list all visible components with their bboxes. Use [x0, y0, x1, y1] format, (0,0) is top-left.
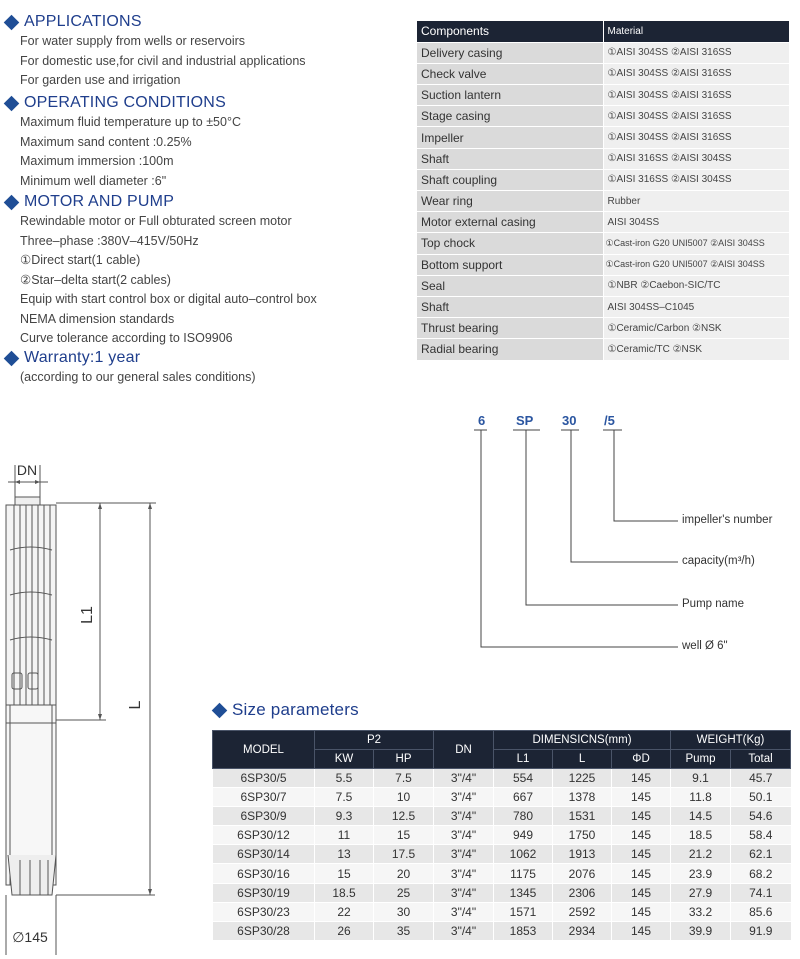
- components-header: Components: [417, 21, 603, 42]
- model-header: MODEL: [213, 731, 315, 769]
- dn-header: DN: [434, 731, 494, 769]
- model-cell: 6SP30/16: [213, 864, 315, 883]
- table-row: [213, 826, 791, 845]
- phi-d-header: ΦD: [612, 750, 671, 769]
- value-cell: 1853: [494, 921, 553, 940]
- component-name: Suction lantern: [417, 85, 603, 106]
- model-cell: 6SP30/9: [213, 807, 315, 826]
- diamond-bullet-icon: [4, 194, 20, 210]
- p2-header: P2: [315, 731, 434, 750]
- diamond-bullet-icon: [4, 14, 20, 30]
- component-material: AISI 304SS–C1045: [603, 296, 789, 317]
- value-cell: 3"/4": [434, 921, 494, 940]
- table-row: [417, 212, 789, 233]
- value-cell: 62.1: [731, 845, 791, 864]
- components-table: [417, 21, 789, 361]
- motor-line: NEMA dimension standards: [20, 311, 175, 326]
- dn-label: DN: [16, 462, 38, 478]
- operating-line: Maximum immersion :100m: [20, 154, 174, 168]
- diameter-label: ∅145: [12, 929, 48, 945]
- value-cell: 50.1: [731, 788, 791, 807]
- component-material: ①AISI 316SS ②AISI 304SS: [603, 169, 789, 190]
- value-cell: 145: [612, 845, 671, 864]
- component-name: Seal: [417, 275, 603, 296]
- value-cell: 3"/4": [434, 883, 494, 902]
- value-cell: 1062: [494, 845, 553, 864]
- value-cell: 667: [494, 788, 553, 807]
- value-cell: 12.5: [374, 807, 434, 826]
- value-cell: 9.3: [315, 807, 374, 826]
- value-cell: 554: [494, 769, 553, 788]
- applications-line: For garden use and irrigation: [20, 73, 181, 87]
- model-cell: 6SP30/7: [213, 788, 315, 807]
- component-material: Rubber: [603, 191, 789, 212]
- component-material: ①Ceramic/TC ②NSK: [603, 339, 789, 360]
- value-cell: 145: [612, 769, 671, 788]
- component-material: ①AISI 304SS ②AISI 316SS: [603, 85, 789, 106]
- component-material: ①NBR ②Caebon-SIC/TC: [603, 275, 789, 296]
- well-diameter-label: well Ø 6": [682, 640, 728, 652]
- motor-line: Three–phase :380V–415V/50Hz: [20, 233, 199, 248]
- component-name: Stage casing: [417, 106, 603, 127]
- value-cell: 11.8: [671, 788, 731, 807]
- value-cell: 3"/4": [434, 902, 494, 921]
- operating-title: OPERATING CONDITIONS: [24, 94, 226, 111]
- value-cell: 145: [612, 864, 671, 883]
- component-material: ①Ceramic/Carbon ②NSK: [603, 318, 789, 339]
- value-cell: 30: [374, 902, 434, 921]
- component-name: Shaft coupling: [417, 169, 603, 190]
- value-cell: 18.5: [315, 883, 374, 902]
- value-cell: 3"/4": [434, 807, 494, 826]
- applications-section: [4, 12, 306, 91]
- component-material: ①Cast-iron G20 UNI5007 ②AISI 304SS: [603, 254, 789, 275]
- value-cell: 9.1: [671, 769, 731, 788]
- value-cell: 7.5: [374, 769, 434, 788]
- component-name: Shaft: [417, 296, 603, 317]
- value-cell: 2592: [553, 902, 612, 921]
- value-cell: 15: [315, 864, 374, 883]
- value-cell: 145: [612, 826, 671, 845]
- value-cell: 145: [612, 788, 671, 807]
- table-row: [417, 254, 789, 275]
- component-name: Wear ring: [417, 191, 603, 212]
- table-row: [213, 769, 791, 788]
- value-cell: 145: [612, 883, 671, 902]
- value-cell: 145: [612, 902, 671, 921]
- component-material: ①AISI 304SS ②AISI 316SS: [603, 42, 789, 63]
- value-cell: 3"/4": [434, 826, 494, 845]
- applications-line: For domestic use,for civil and industrial applications: [20, 53, 306, 68]
- component-material: ①Cast-iron G20 UNI5007 ②AISI 304SS: [603, 233, 789, 254]
- motor-line: Rewindable motor or Full obturated screen motor: [20, 214, 292, 228]
- value-cell: 5.5: [315, 769, 374, 788]
- component-name: Radial bearing: [417, 339, 603, 360]
- hp-header: HP: [374, 750, 434, 769]
- component-name: Motor external casing: [417, 212, 603, 233]
- value-cell: 20: [374, 864, 434, 883]
- component-name: Thrust bearing: [417, 318, 603, 339]
- applications-title: APPLICATIONS: [24, 13, 142, 30]
- value-cell: 1225: [553, 769, 612, 788]
- value-cell: 39.9: [671, 921, 731, 940]
- table-row: [417, 42, 789, 63]
- model-cell: 6SP30/5: [213, 769, 315, 788]
- value-cell: 45.7: [731, 769, 791, 788]
- l-header: L: [553, 750, 612, 769]
- code-well-size: 6: [478, 413, 486, 428]
- value-cell: 10: [374, 788, 434, 807]
- table-row: [417, 63, 789, 84]
- operating-line: Minimum well diameter :6": [20, 173, 167, 188]
- table-row: [417, 169, 789, 190]
- table-row: [417, 296, 789, 317]
- size-title: Size parameters: [232, 700, 359, 719]
- pump-name-label: Pump name: [682, 598, 745, 610]
- table-row: [213, 864, 791, 883]
- pump-dimension-drawing: [0, 455, 165, 955]
- component-material: ①AISI 304SS ②AISI 316SS: [603, 127, 789, 148]
- table-row: [213, 845, 791, 864]
- size-parameters-table: [212, 730, 791, 941]
- model-code-leader-lines: [470, 425, 790, 655]
- size-parameters-heading: [212, 700, 359, 720]
- components-header-row: [417, 21, 789, 42]
- value-cell: 7.5: [315, 788, 374, 807]
- l-label: L: [127, 700, 144, 710]
- motor-section: [4, 192, 317, 349]
- diamond-bullet-icon: [212, 702, 228, 718]
- component-name: Impeller: [417, 127, 603, 148]
- value-cell: 3"/4": [434, 864, 494, 883]
- table-row: [417, 191, 789, 212]
- kw-header: KW: [315, 750, 374, 769]
- operating-line: Maximum sand content :0.25%: [20, 134, 192, 149]
- applications-line: For water supply from wells or reservoirs: [20, 34, 246, 48]
- component-material: ①AISI 316SS ②AISI 304SS: [603, 148, 789, 169]
- value-cell: 58.4: [731, 826, 791, 845]
- table-row: [417, 127, 789, 148]
- table-row: [417, 106, 789, 127]
- value-cell: 35: [374, 921, 434, 940]
- table-row: [417, 148, 789, 169]
- value-cell: 14.5: [671, 807, 731, 826]
- motor-title: MOTOR AND PUMP: [24, 193, 175, 210]
- value-cell: 54.6: [731, 807, 791, 826]
- component-material: ①AISI 304SS ②AISI 316SS: [603, 106, 789, 127]
- warranty-line: (according to our general sales conditions): [20, 370, 256, 384]
- value-cell: 1345: [494, 883, 553, 902]
- operating-line: Maximum fluid temperature up to ±50°C: [20, 115, 241, 129]
- component-name: Bottom support: [417, 254, 603, 275]
- motor-line: Curve tolerance according to ISO9906: [20, 331, 233, 345]
- component-material: ①AISI 304SS ②AISI 316SS: [603, 63, 789, 84]
- value-cell: 1571: [494, 902, 553, 921]
- value-cell: 11: [315, 826, 374, 845]
- model-cell: 6SP30/14: [213, 845, 315, 864]
- value-cell: 18.5: [671, 826, 731, 845]
- operating-section: [4, 93, 241, 191]
- value-cell: 3"/4": [434, 769, 494, 788]
- table-row: [417, 233, 789, 254]
- table-row: [417, 318, 789, 339]
- total-weight-header: Total: [731, 750, 791, 769]
- value-cell: 949: [494, 826, 553, 845]
- value-cell: 85.6: [731, 902, 791, 921]
- diamond-bullet-icon: [4, 95, 20, 111]
- value-cell: 780: [494, 807, 553, 826]
- value-cell: 27.9: [671, 883, 731, 902]
- value-cell: 145: [612, 921, 671, 940]
- table-row: [417, 339, 789, 360]
- component-name: Delivery casing: [417, 42, 603, 63]
- component-name: Check valve: [417, 63, 603, 84]
- value-cell: 23.9: [671, 864, 731, 883]
- table-row: [213, 788, 791, 807]
- value-cell: 15: [374, 826, 434, 845]
- value-cell: 68.2: [731, 864, 791, 883]
- motor-line: ②Star–delta start(2 cables): [20, 272, 171, 287]
- code-pump-name: SP: [516, 413, 534, 428]
- component-name: Top chock: [417, 233, 603, 254]
- dimensions-header: DIMENSICNS(mm): [494, 731, 671, 750]
- capacity-label: capacity(m³/h): [682, 555, 755, 567]
- pump-weight-header: Pump: [671, 750, 731, 769]
- value-cell: 22: [315, 902, 374, 921]
- table-row: [417, 275, 789, 296]
- value-cell: 2934: [553, 921, 612, 940]
- model-cell: 6SP30/12: [213, 826, 315, 845]
- value-cell: 1750: [553, 826, 612, 845]
- table-row: [213, 902, 791, 921]
- value-cell: 13: [315, 845, 374, 864]
- table-row: [213, 921, 791, 940]
- model-cell: 6SP30/19: [213, 883, 315, 902]
- value-cell: 3"/4": [434, 788, 494, 807]
- diamond-bullet-icon: [4, 350, 20, 366]
- value-cell: 25: [374, 883, 434, 902]
- weight-header: WEIGHT(Kg): [671, 731, 791, 750]
- table-row: [417, 85, 789, 106]
- value-cell: 2076: [553, 864, 612, 883]
- table-row: [213, 807, 791, 826]
- value-cell: 1913: [553, 845, 612, 864]
- model-cell: 6SP30/23: [213, 902, 315, 921]
- code-impellers: /5: [604, 413, 615, 428]
- value-cell: 1531: [553, 807, 612, 826]
- table-row: [213, 883, 791, 902]
- warranty-section: [4, 348, 256, 388]
- size-header-row: [213, 731, 791, 750]
- material-header: Material: [603, 21, 789, 42]
- value-cell: 17.5: [374, 845, 434, 864]
- motor-line: ①Direct start(1 cable): [20, 253, 141, 267]
- value-cell: 3"/4": [434, 845, 494, 864]
- value-cell: 33.2: [671, 902, 731, 921]
- warranty-title: Warranty:1 year: [24, 349, 141, 366]
- component-name: Shaft: [417, 148, 603, 169]
- value-cell: 21.2: [671, 845, 731, 864]
- model-cell: 6SP30/28: [213, 921, 315, 940]
- value-cell: 1378: [553, 788, 612, 807]
- component-material: AISI 304SS: [603, 212, 789, 233]
- motor-line: Equip with start control box or digital auto–control box: [20, 292, 317, 306]
- value-cell: 74.1: [731, 883, 791, 902]
- value-cell: 91.9: [731, 921, 791, 940]
- l1-label: L1: [79, 606, 96, 624]
- l1-header: L1: [494, 750, 553, 769]
- value-cell: 145: [612, 807, 671, 826]
- impeller-number-label: impeller's number: [682, 514, 773, 526]
- value-cell: 1175: [494, 864, 553, 883]
- code-capacity: 30: [562, 413, 577, 428]
- value-cell: 26: [315, 921, 374, 940]
- value-cell: 2306: [553, 883, 612, 902]
